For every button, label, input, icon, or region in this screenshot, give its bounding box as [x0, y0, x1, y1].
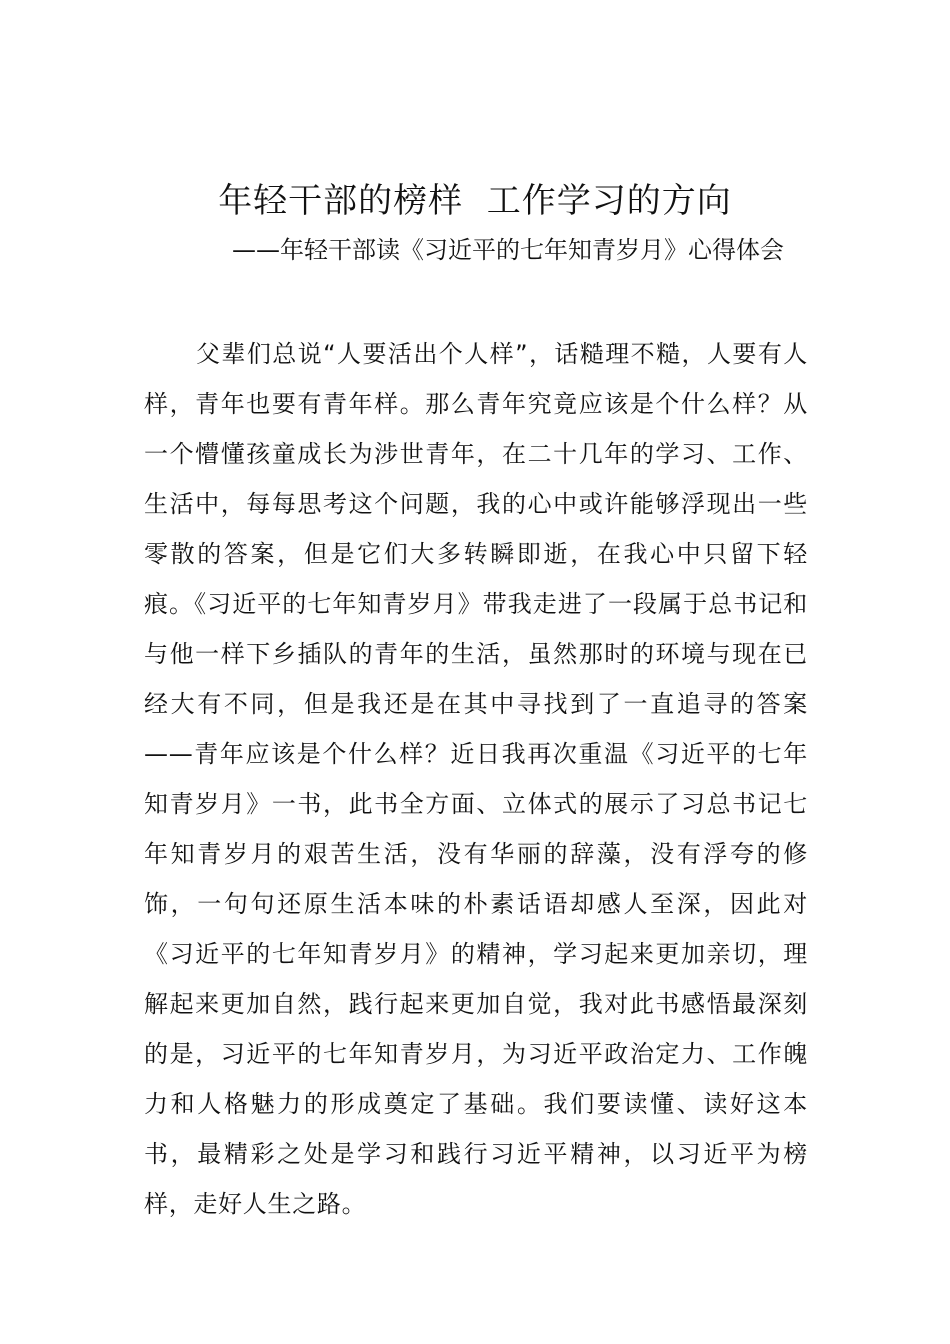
body-paragraph: 父辈们总说“人要活出个人样”，话糙理不糙，人要有人样，青年也要有青年样。那么青年究竟应该是个什么样？从一个懵懂孩童成长为涉世青年，在二十几年的学习、工作、生活中，每每思考这个问题，我的心中或许能够浮现出一些零散的答案，但是它们大多转瞬即逝，在我心中只留下轻痕。《习近平的七年知青岁月》带我走进了一段属于总书记和与他一样下乡插队的青年的生活，虽然那时的环境与现在已经大有不同，但是我还是在其中寻找到了一直追寻的答案——青年应该是个什么样？近日我再次重温《习近平的七年知青岁月》一书，此书全方面、立体式的展示了习总书记七年知青岁月的艰苦生活，没有华丽的辞藻，没有浮夸的修饰，一句句还原生活本味的朴素话语却感人至深，因此对《习近平的七年知青岁月》的精神，学习起来更加亲切，理解起来更加自然，践行起来更加自觉，我对此书感悟最深刻的是，习近平的七年知青岁月，为习近平政治定力、工作魄力和人格魅力的形成奠定了基础。我们要读懂、读好这本书，最精彩之处是学习和践行习近平精神，以习近平为榜样，走好人生之路。 — [144, 340, 808, 1218]
document-subtitle: ——年轻干部读《习近平的七年知青岁月》心得体会 — [232, 236, 784, 264]
document-title: 年轻干部的榜样 工作学习的方向 — [218, 181, 732, 221]
